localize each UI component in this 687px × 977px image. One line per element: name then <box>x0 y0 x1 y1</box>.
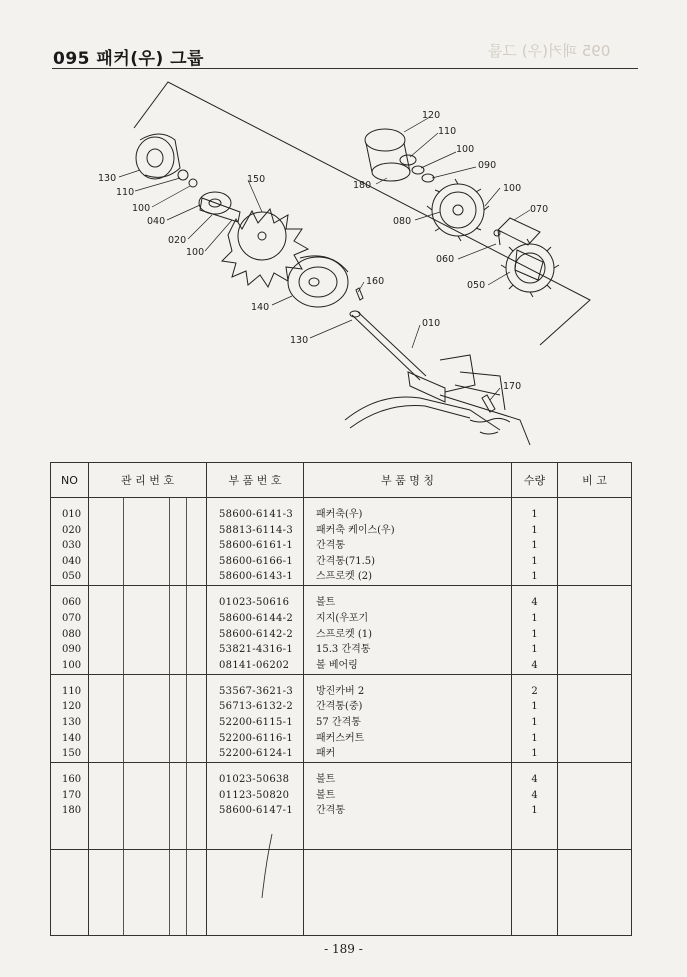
cell-part-name: 지지(우포기 <box>316 612 369 624</box>
shaft-010 <box>350 311 475 402</box>
cell-part-number: 08141-06202 <box>219 659 290 671</box>
management-subcolumns <box>89 763 206 848</box>
callout-label: 140 <box>251 302 270 313</box>
callout-label: 100 <box>456 144 475 155</box>
cell-part-number: 52200-6116-1 <box>219 732 293 744</box>
cell-management-number-column <box>89 849 207 935</box>
callout-label: 170 <box>503 381 522 392</box>
cell-part-name-column <box>304 674 512 762</box>
callout-label: 100 <box>503 183 522 194</box>
subcolumn-divider <box>169 675 170 762</box>
cell-remarks-column <box>558 674 632 762</box>
cell-no: 070 <box>62 612 82 624</box>
subcolumn-divider <box>123 498 124 585</box>
cell-no: 150 <box>62 748 82 760</box>
cell-no: 170 <box>62 789 82 801</box>
subcolumn-divider <box>169 586 170 673</box>
cell-quantity: 1 <box>531 628 538 640</box>
cell-quantity: 4 <box>531 597 538 609</box>
cell-remarks-column <box>558 498 632 586</box>
cell-part-number-column <box>207 586 304 674</box>
subcolumn-divider <box>186 763 187 848</box>
table-row-group <box>51 674 632 762</box>
cell-quantity: 1 <box>531 748 538 760</box>
cell-part-number-column <box>207 674 304 762</box>
callout-label: 180 <box>353 180 372 191</box>
subcolumn-divider <box>123 675 124 762</box>
exploded-parts-diagram <box>0 70 687 460</box>
header-remarks: 비 고 <box>558 463 632 498</box>
cell-part-name: 패커 <box>316 748 336 760</box>
header-quantity: 수량 <box>512 463 558 498</box>
cell-part-number: 58600-6143-1 <box>219 571 293 583</box>
cell-part-number: 01123-50820 <box>219 789 290 801</box>
management-subcolumns <box>89 675 206 762</box>
cell-quantity-column <box>512 674 558 762</box>
callout-label: 080 <box>393 216 412 227</box>
subcolumn-divider <box>123 850 124 935</box>
callout-label: 130 <box>98 173 117 184</box>
cell-quantity: 1 <box>531 612 538 624</box>
cell-part-name: 스프로켓 (1) <box>316 628 372 640</box>
case-020 <box>199 192 240 222</box>
subcolumn-divider <box>186 850 187 935</box>
cell-no: 180 <box>62 805 82 817</box>
table-row-group <box>51 498 632 586</box>
callout-label: 130 <box>290 335 309 346</box>
callout-label: 070 <box>530 204 549 215</box>
cell-quantity: 4 <box>531 659 538 671</box>
cell-management-number-column <box>89 674 207 762</box>
cell-remarks-column <box>558 849 632 935</box>
cell-part-name-column <box>304 586 512 674</box>
subcolumn-divider <box>169 498 170 585</box>
cell-part-name: 간격통 <box>316 805 345 817</box>
callout-labels <box>98 110 548 392</box>
cell-no: 040 <box>62 555 82 567</box>
callout-label: 020 <box>168 235 187 246</box>
cell-part-name: 스프로켓 (2) <box>316 571 372 583</box>
cell-part-number: 58600-6166-1 <box>219 555 293 567</box>
cell-no-column <box>51 498 89 586</box>
cell-quantity: 1 <box>531 571 538 583</box>
cell-no: 050 <box>62 571 82 583</box>
callout-label: 150 <box>247 174 266 185</box>
cell-part-number-column <box>207 763 304 849</box>
subcolumn-divider <box>169 763 170 848</box>
cell-part-name: 패커스커트 <box>316 732 365 744</box>
cell-part-number-column <box>207 849 304 935</box>
cell-quantity: 1 <box>531 732 538 744</box>
cell-management-number-column <box>89 586 207 674</box>
cell-no: 160 <box>62 774 82 786</box>
cell-no: 010 <box>62 509 82 520</box>
cell-part-name: 방진카버 2 <box>316 685 365 697</box>
cell-quantity: 1 <box>531 540 538 552</box>
cell-quantity: 1 <box>531 524 538 536</box>
collar-030 <box>136 134 180 179</box>
cell-no-column <box>51 674 89 762</box>
header-part-name: 부 품 명 칭 <box>304 463 512 498</box>
header-no: NO <box>51 463 89 498</box>
cell-part-name: 15.3 간격통 <box>316 644 371 656</box>
cell-quantity-column <box>512 763 558 849</box>
cell-no-column <box>51 849 89 935</box>
callout-label: 010 <box>422 318 441 329</box>
cell-part-number: 52200-6115-1 <box>219 716 293 728</box>
management-subcolumns <box>89 850 206 935</box>
cell-part-number: 53567-3621-3 <box>219 685 293 697</box>
cell-no: 090 <box>62 644 82 656</box>
callout-label: 110 <box>438 126 457 137</box>
callout-label: 110 <box>116 187 135 198</box>
table-row-group <box>51 849 632 935</box>
cell-part-name-column <box>304 849 512 935</box>
table-header-row <box>51 463 632 498</box>
cell-part-number: 01023-50616 <box>219 597 290 609</box>
cell-part-number: 58813-6114-3 <box>219 524 293 536</box>
callout-label: 090 <box>478 160 497 171</box>
diagram-frame-line <box>134 82 590 345</box>
cell-quantity: 4 <box>531 789 538 801</box>
subcolumn-divider <box>186 586 187 673</box>
cell-remarks-column <box>558 763 632 849</box>
cell-part-name: 간격통(중) <box>316 701 363 713</box>
sprocket-050 <box>501 239 559 297</box>
cell-no: 140 <box>62 732 82 744</box>
cell-part-number: 58600-6141-3 <box>219 509 293 520</box>
cell-part-name: 간격통 <box>316 540 345 552</box>
table-row-group <box>51 586 632 674</box>
packer-150 <box>222 209 308 287</box>
subcolumn-divider <box>186 498 187 585</box>
page-number: - 189 - <box>324 942 363 956</box>
cell-part-number: 53821-4316-1 <box>219 644 293 656</box>
callout-label: 050 <box>467 280 486 291</box>
cell-no: 120 <box>62 701 82 713</box>
header-management-number: 관 리 번 호 <box>89 463 207 498</box>
callout-label: 100 <box>186 247 205 258</box>
cell-no: 080 <box>62 628 82 640</box>
cell-part-name-column <box>304 498 512 586</box>
collar-120 <box>365 129 410 181</box>
cell-quantity: 1 <box>531 805 538 817</box>
cell-part-name: 57 간격통 <box>316 716 361 728</box>
callout-label: 120 <box>422 110 441 121</box>
cell-part-number: 56713-6132-2 <box>219 701 293 713</box>
cell-quantity-column <box>512 849 558 935</box>
bleed-through-text: 095 패커(우) 그룹 <box>488 42 611 60</box>
cell-quantity: 1 <box>531 555 538 567</box>
bolt-170 <box>482 395 495 412</box>
subcolumn-divider <box>186 675 187 762</box>
cell-part-name-column <box>304 763 512 849</box>
callout-label: 040 <box>147 216 166 227</box>
cell-part-number-column <box>207 498 304 586</box>
cell-no: 110 <box>62 685 82 697</box>
management-subcolumns <box>89 586 206 673</box>
cell-remarks-column <box>558 586 632 674</box>
subcolumn-divider <box>169 850 170 935</box>
cell-no: 130 <box>62 716 82 728</box>
bearing-110-100 <box>178 170 197 187</box>
title-rule <box>52 68 638 69</box>
cell-part-name: 패커축(우) <box>316 509 363 520</box>
header-part-number: 부 품 번 호 <box>207 463 304 498</box>
cell-no: 060 <box>62 597 82 609</box>
page-title: 095 패커(우) 그룹 <box>53 49 204 69</box>
cell-no-column <box>51 586 89 674</box>
callout-label: 060 <box>436 254 455 265</box>
cell-quantity: 1 <box>531 701 538 713</box>
cell-part-name: 간격통(71.5) <box>316 555 376 567</box>
parts-table <box>50 462 632 936</box>
cell-part-number: 58600-6144-2 <box>219 612 293 624</box>
cell-part-number: 58600-6161-1 <box>219 540 293 552</box>
cell-quantity-column <box>512 498 558 586</box>
cell-part-number: 52200-6124-1 <box>219 748 293 760</box>
cell-quantity: 1 <box>531 644 538 656</box>
cell-part-name: 볼트 <box>316 597 336 609</box>
cell-quantity: 4 <box>531 774 538 786</box>
cell-no: 020 <box>62 524 82 536</box>
cell-part-number: 58600-6142-2 <box>219 628 293 640</box>
cell-quantity-column <box>512 586 558 674</box>
cell-part-name: 패커축 케이스(우) <box>316 524 395 536</box>
cell-management-number-column <box>89 763 207 849</box>
pen-stroke-mark <box>258 832 278 902</box>
skirt-140 <box>288 256 348 307</box>
cell-part-name: 볼트 <box>316 789 336 801</box>
cell-part-name: 볼 베어링 <box>316 659 358 671</box>
support-070 <box>494 218 540 245</box>
cell-part-number: 01023-50638 <box>219 774 290 786</box>
cell-no: 100 <box>62 659 82 671</box>
subcolumn-divider <box>123 763 124 848</box>
subcolumn-divider <box>123 586 124 673</box>
cell-part-name: 볼트 <box>316 774 336 786</box>
cell-quantity: 2 <box>531 685 538 697</box>
cell-part-number: 58600-6147-1 <box>219 805 293 817</box>
table-row-group <box>51 763 632 849</box>
callout-label: 160 <box>366 276 385 287</box>
cell-management-number-column <box>89 498 207 586</box>
management-subcolumns <box>89 498 206 585</box>
cell-no-column <box>51 763 89 849</box>
cell-quantity: 1 <box>531 716 538 728</box>
cell-no: 030 <box>62 540 82 552</box>
callout-label: 100 <box>132 203 151 214</box>
cell-quantity: 1 <box>531 509 538 520</box>
